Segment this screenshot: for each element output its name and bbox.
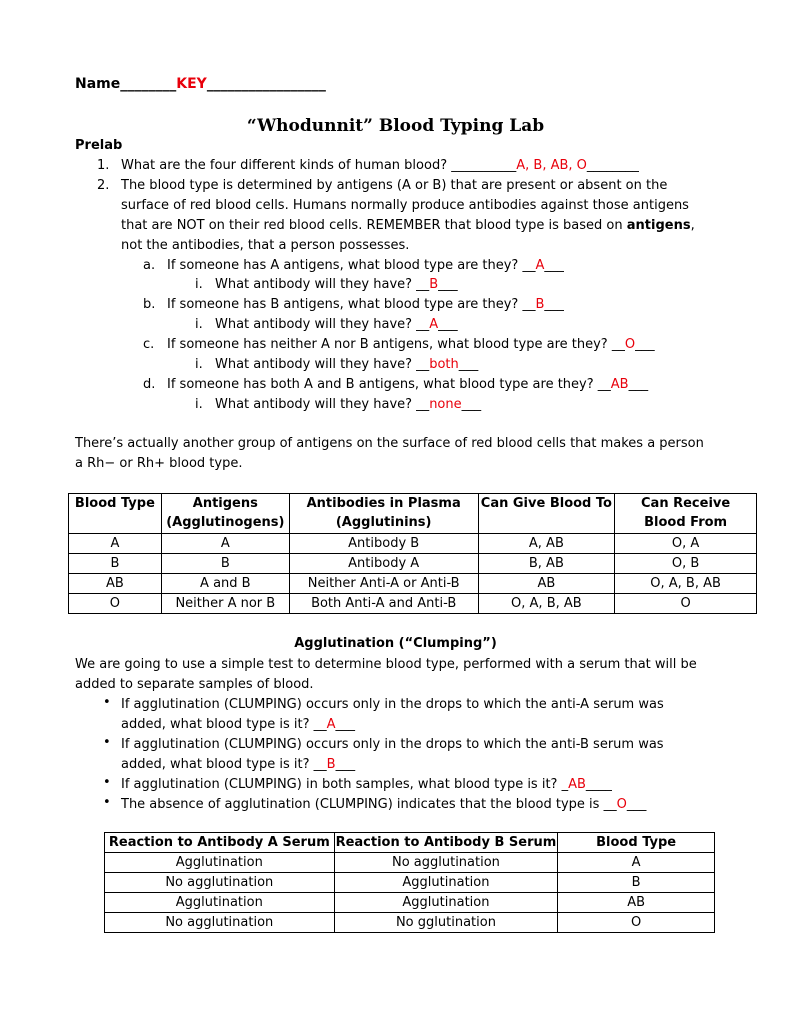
sub-b-i-number: i.: [195, 317, 203, 332]
sub-c-i-number: i.: [195, 357, 203, 372]
bullet-1-line2: [121, 716, 355, 734]
table-cell: O, A, B, AB: [615, 574, 757, 594]
bullet-1-text: added, what blood type is it? __: [121, 717, 327, 732]
table-cell: Neither A nor B: [161, 594, 289, 614]
q2-line1: The blood type is determined by antigens (A or B) that are present or absent on the: [121, 178, 668, 193]
table-cell: B: [161, 554, 289, 574]
sub-b-answer: B: [535, 297, 545, 312]
bullet-2-line1: If agglutination (CLUMPING) occurs only in the drops to which the anti-B serum was: [121, 737, 664, 752]
table-cell: A and B: [161, 574, 289, 594]
bullet-2-tail: ___: [335, 757, 356, 772]
sub-d-i-answer: none: [429, 397, 462, 412]
table-cell: No agglutination: [105, 913, 335, 933]
table-cell: O, A: [615, 534, 757, 554]
q2-line2: surface of red blood cells. Humans normally produce antibodies against those antigens: [121, 198, 689, 213]
bullet-dot: •: [103, 795, 111, 810]
table-row: [69, 534, 757, 554]
table-cell: B, AB: [478, 554, 615, 574]
table-cell: No gglutination: [334, 913, 558, 933]
sub-d-question: [167, 376, 648, 394]
table-cell: A: [161, 534, 289, 554]
sub-d-i-text: What antibody will they have? __: [215, 397, 430, 412]
header-can-receive-sub: Blood From: [644, 515, 728, 530]
q2-line4: not the antibodies, that a person possesses.: [121, 238, 410, 253]
bullet-2-answer: B: [326, 757, 336, 772]
rh-text-line2: a Rh− or Rh+ blood type.: [75, 456, 243, 471]
sub-a-i-text: What antibody will they have? __: [215, 277, 430, 292]
sub-d-answer: AB: [610, 377, 629, 392]
header-can-receive-label: Can Receive: [641, 496, 731, 511]
table-cell: Neither Anti-A or Anti-B: [289, 574, 478, 594]
header-antibodies: [289, 494, 478, 534]
table-cell: Agglutination: [334, 873, 558, 893]
sub-c-answer: O: [624, 337, 636, 352]
table-cell: O: [558, 913, 715, 933]
blood-type-table-header: [69, 494, 757, 534]
sub-c-i-question: [215, 356, 478, 374]
bullet-4-line1: [121, 796, 646, 814]
table-cell: Agglutination: [334, 893, 558, 913]
table-row: [69, 574, 757, 594]
table-cell: No agglutination: [334, 853, 558, 873]
sub-d-number: d.: [143, 377, 156, 392]
table-cell: Both Anti-A and Anti-B: [289, 594, 478, 614]
sub-d-i-number: i.: [195, 397, 203, 412]
q1-question: What are the four different kinds of human blood? __________: [121, 158, 517, 173]
sub-b-text: If someone has B antigens, what blood type are they? __: [167, 297, 536, 312]
sub-a-i-question: [215, 276, 458, 294]
q2-line3-comma: ,: [690, 218, 695, 233]
header-blood-type: [69, 494, 162, 534]
q2-line3-text: that are NOT on their red blood cells. REMEMBER that blood type is based on: [121, 218, 627, 233]
bullet-dot: •: [103, 735, 111, 750]
table-cell: O: [615, 594, 757, 614]
sub-d-tail: ___: [628, 377, 649, 392]
table-row: [105, 853, 715, 873]
page-title: “Whodunnit” Blood Typing Lab: [246, 116, 545, 136]
table-cell: No agglutination: [105, 873, 335, 893]
header-antibody-b-serum: Reaction to Antibody B Serum: [334, 833, 558, 853]
rh-text-line1: There’s actually another group of antigens on the surface of red blood cells that makes a person: [75, 436, 704, 451]
table-cell: O, A, B, AB: [478, 594, 615, 614]
header-antigens-label: Antigens: [192, 496, 258, 511]
name-tail: _________________: [206, 76, 326, 92]
bullet-1-answer: A: [326, 717, 336, 732]
prelab-heading: Prelab: [75, 138, 123, 153]
sub-b-i-text: What antibody will they have? __: [215, 317, 430, 332]
bullet-4-text: The absence of agglutination (CLUMPING) indicates that the blood type is __: [121, 797, 617, 812]
bullet-dot: •: [103, 695, 111, 710]
blood-type-table: [68, 493, 757, 614]
sub-c-i-answer: both: [429, 357, 459, 372]
table-row: [105, 893, 715, 913]
table-row: [69, 594, 757, 614]
header-can-give: [478, 494, 615, 534]
table-cell: O, B: [615, 554, 757, 574]
header-can-receive: [615, 494, 757, 534]
table-cell: B: [69, 554, 162, 574]
sub-c-text: If someone has neither A nor B antigens, what blood type are they? __: [167, 337, 625, 352]
sub-b-number: b.: [143, 297, 156, 312]
table-cell: AB: [478, 574, 615, 594]
table-cell: AB: [558, 893, 715, 913]
bullet-2-line2: [121, 756, 355, 774]
header-blood-type-label: Blood Type: [74, 496, 155, 511]
sub-a-text: If someone has A antigens, what blood type are they? __: [167, 258, 536, 273]
sub-b-i-tail: ___: [438, 317, 458, 332]
table-cell: AB: [69, 574, 162, 594]
table-cell: Agglutination: [105, 893, 335, 913]
sub-c-question: [167, 336, 655, 354]
agglutination-table: [104, 832, 715, 933]
name-line: [75, 76, 326, 92]
sub-a-i-tail: ___: [438, 277, 458, 292]
sub-a-number: a.: [143, 258, 156, 273]
table-cell: Antibody B: [289, 534, 478, 554]
table-cell: O: [69, 594, 162, 614]
header-can-give-label: Can Give Blood To: [480, 496, 612, 511]
sub-c-number: c.: [143, 337, 155, 352]
table-row: [69, 554, 757, 574]
table-cell: Agglutination: [105, 853, 335, 873]
table-cell: A: [558, 853, 715, 873]
bullet-3-text: If agglutination (CLUMPING) in both samples, what blood type is it? _: [121, 777, 569, 792]
sub-b-tail: ___: [544, 297, 564, 312]
sub-a-tail: ___: [544, 258, 564, 273]
header-antibody-a-serum: Reaction to Antibody A Serum: [105, 833, 335, 853]
bullet-1-line1: If agglutination (CLUMPING) occurs only in the drops to which the anti-A serum was: [121, 697, 664, 712]
sub-d-i-question: [215, 396, 481, 414]
bullet-1-tail: ___: [335, 717, 356, 732]
bullet-4-answer: O: [616, 797, 627, 812]
agglutination-table-header: [105, 833, 715, 853]
q1-tail: ________: [586, 158, 639, 173]
q1-answer: A, B, AB, O: [516, 158, 587, 173]
table-cell: A: [69, 534, 162, 554]
table-row: [105, 873, 715, 893]
header-antigens: [161, 494, 289, 534]
sub-b-i-question: [215, 316, 458, 334]
q2-number: 2.: [97, 178, 110, 193]
sub-d-text: If someone has both A and B antigens, what blood type are they? __: [167, 377, 611, 392]
bullet-3-tail: ____: [585, 777, 612, 792]
q2-line3: [121, 217, 695, 235]
bullet-dot: •: [103, 775, 111, 790]
header-antigens-sub: (Agglutinogens): [166, 515, 285, 530]
agglutination-intro-line2: added to separate samples of blood.: [75, 677, 314, 692]
bullet-3-answer: AB: [568, 777, 586, 792]
q1-number: 1.: [97, 158, 110, 173]
agglutination-intro-line1: We are going to use a simple test to determine blood type, performed with a serum that will be: [75, 657, 697, 672]
bullet-2-text: added, what blood type is it? __: [121, 757, 327, 772]
table-cell: Antibody A: [289, 554, 478, 574]
header-antibodies-label: Antibodies in Plasma: [306, 496, 461, 511]
table-row: [105, 913, 715, 933]
q1-text: [121, 157, 639, 175]
sub-c-i-text: What antibody will they have? __: [215, 357, 430, 372]
sub-c-tail: ___: [635, 337, 655, 352]
bullet-3-line1: [121, 776, 612, 794]
table-cell: B: [558, 873, 715, 893]
sub-a-question: [167, 257, 564, 275]
sub-d-i-tail: ___: [461, 397, 482, 412]
agglutination-heading: Agglutination (“Clumping”): [294, 636, 497, 651]
header-antibodies-sub: (Agglutinins): [335, 515, 432, 530]
sub-b-question: [167, 296, 564, 314]
sub-c-i-tail: ___: [458, 357, 479, 372]
sub-a-i-answer: B: [429, 277, 439, 292]
name-label: Name________: [75, 76, 177, 92]
q2-antigens-emphasis: antigens: [626, 218, 691, 233]
table-cell: A, AB: [478, 534, 615, 554]
sub-a-answer: A: [535, 258, 545, 273]
sub-a-i-number: i.: [195, 277, 203, 292]
name-value: KEY: [176, 76, 207, 92]
sub-b-i-answer: A: [429, 317, 439, 332]
header-blood-type: Blood Type: [558, 833, 715, 853]
bullet-4-tail: ___: [626, 797, 647, 812]
